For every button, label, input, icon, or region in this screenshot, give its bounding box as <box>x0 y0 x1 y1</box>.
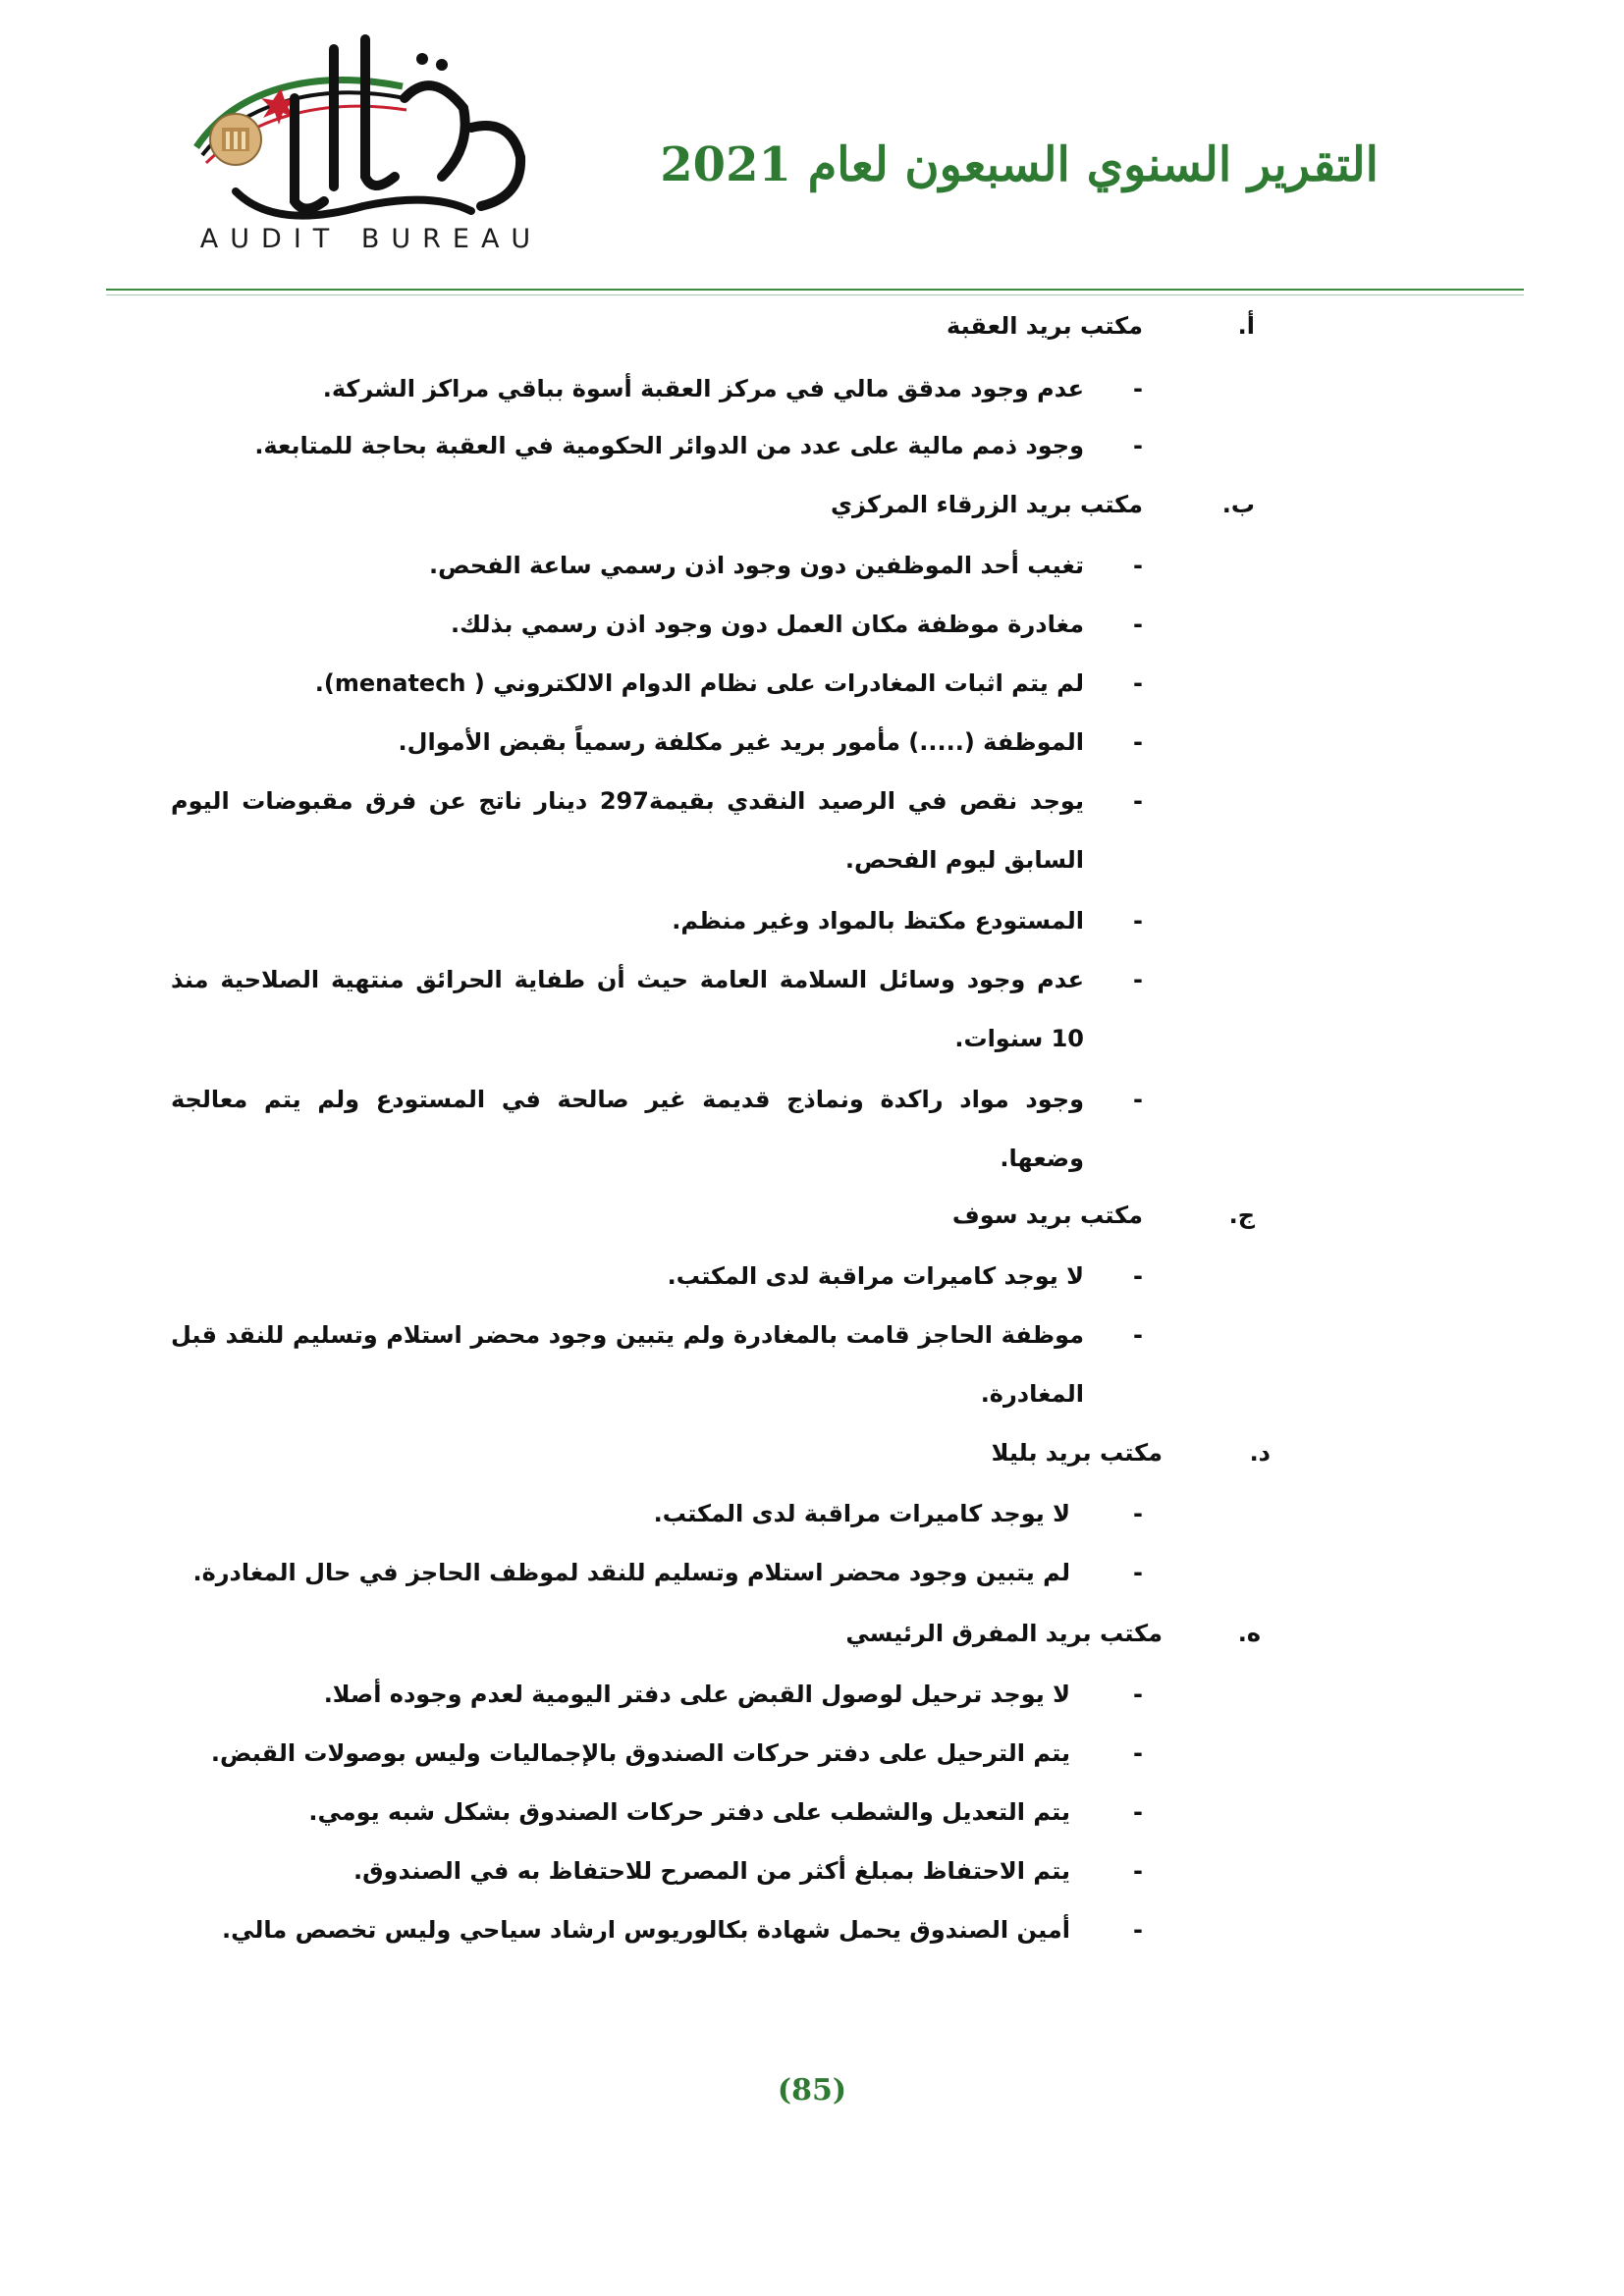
section-marker: ه. <box>1237 1620 1261 1647</box>
bullet-dash: - <box>1133 1086 1143 1113</box>
bullet-text: لا يوجد كاميرات مراقبة لدى المكتب. <box>653 1500 1070 1527</box>
bullet-text: عدم وجود مدقق مالي في مركز العقبة أسوة بباقي مراكز الشركة. <box>322 375 1084 402</box>
list-item <box>171 1543 1153 1602</box>
list-item <box>171 1070 1153 1188</box>
logo-english-text: AUDIT BUREAU <box>199 224 543 254</box>
bullet-text: يوجد نقص في الرصيد النقدي بقيمة297 دينار ناتج عن فرق مقبوضات اليوم السابق ليوم الفحص. <box>171 787 1084 874</box>
section-title: مكتب بريد سوف <box>951 1201 1143 1229</box>
list-item <box>171 595 1153 654</box>
bullet-text: يتم الاحتفاظ بمبلغ أكثر من المصرح للاحتفاظ به في الصندوق. <box>352 1857 1070 1885</box>
bullet-dash: - <box>1133 1262 1143 1290</box>
section-marker: أ. <box>1237 312 1255 340</box>
page-number: (85) <box>777 2073 847 2108</box>
list-item <box>171 772 1153 889</box>
section-title: مكتب بريد الزرقاء المركزي <box>830 491 1143 518</box>
bullet-dash: - <box>1133 375 1143 402</box>
bullet-text: موظفة الحاجز قامت بالمغادرة ولم يتبين وجود محضر استلام وتسليم للنقد قبل المغادرة. <box>171 1321 1084 1408</box>
section-marker: د. <box>1249 1439 1271 1467</box>
list-item <box>171 713 1153 772</box>
bullet-text: لم يتبين وجود محضر استلام وتسليم للنقد لموظف الحاجز في حال المغادرة. <box>192 1559 1070 1586</box>
section-title: مكتب بريد بليلا <box>991 1439 1163 1467</box>
bullet-text: أمين الصندوق يحمل شهادة بكالوريوس ارشاد سياحي وليس تخصص مالي. <box>222 1916 1070 1944</box>
bullet-dash: - <box>1133 1798 1143 1826</box>
bullet-dash: - <box>1133 787 1143 815</box>
bullet-text: لم يتم اثبات المغادرات على نظام الدوام الالكتروني ( menatech). <box>314 669 1084 697</box>
section-marker: ج. <box>1228 1201 1255 1229</box>
bullet-text: تغيب أحد الموظفين دون وجود اذن رسمي ساعة الفحص. <box>429 552 1084 579</box>
bullet-dash: - <box>1133 552 1143 579</box>
list-item <box>171 416 1153 475</box>
bullet-dash: - <box>1133 1500 1143 1527</box>
list-item <box>171 1900 1153 1959</box>
bullet-text: الموظفة (.....) مأمور بريد غير مكلفة رسمياً بقبض الأموال. <box>398 728 1084 756</box>
bullet-dash: - <box>1133 611 1143 638</box>
bullet-dash: - <box>1133 1739 1143 1767</box>
bullet-text: يتم الترحيل على دفتر حركات الصندوق بالإجماليات وليس بوصولات القبض. <box>210 1739 1070 1767</box>
list-item <box>171 1484 1153 1543</box>
list-item <box>171 1665 1153 1724</box>
bullet-text: عدم وجود وسائل السلامة العامة حيث أن طفاية الحرائق منتهية الصلاحية منذ 10 سنوات. <box>171 966 1084 1052</box>
bullet-dash: - <box>1133 966 1143 993</box>
bullet-text: لا يوجد كاميرات مراقبة لدى المكتب. <box>667 1262 1084 1290</box>
bullet-text: مغادرة موظفة مكان العمل دون وجود اذن رسمي بذلك. <box>451 611 1084 638</box>
list-item <box>171 1842 1153 1900</box>
list-item <box>171 1783 1153 1842</box>
bullet-dash: - <box>1133 1321 1143 1349</box>
bullet-dash: - <box>1133 1857 1143 1885</box>
section-marker: ب. <box>1221 491 1255 518</box>
bullet-text: يتم التعديل والشطب على دفتر حركات الصندوق بشكل شبه يومي. <box>308 1798 1070 1826</box>
list-item <box>171 1306 1153 1423</box>
bullet-text: وجود ذمم مالية على عدد من الدوائر الحكومية في العقبة بحاجة للمتابعة. <box>254 432 1084 459</box>
bullet-dash: - <box>1133 432 1143 459</box>
bullet-dash: - <box>1133 1681 1143 1708</box>
bullet-dash: - <box>1133 728 1143 756</box>
header-divider-thin <box>106 294 1524 295</box>
bullet-text: لا يوجد ترحيل لوصول القبض على دفتر اليومية لعدم وجوده أصلا. <box>323 1681 1070 1708</box>
section-title: مكتب بريد المفرق الرئيسي <box>845 1620 1163 1647</box>
header-divider <box>106 289 1524 291</box>
bullet-text: وجود مواد راكدة ونماذج قديمة غير صالحة في المستودع ولم يتم معالجة وضعها. <box>171 1086 1084 1172</box>
bullet-dash: - <box>1133 907 1143 934</box>
list-item <box>171 536 1153 595</box>
list-item <box>171 950 1153 1068</box>
bullet-text: المستودع مكتظ بالمواد وغير منظم. <box>672 907 1084 934</box>
list-item <box>171 891 1153 950</box>
bullet-dash: - <box>1133 1559 1143 1586</box>
bullet-dash: - <box>1133 1916 1143 1944</box>
list-item <box>171 654 1153 713</box>
list-item <box>171 359 1153 418</box>
list-item <box>171 1247 1153 1306</box>
bullet-dash: - <box>1133 669 1143 697</box>
report-title: التقرير السنوي السبعون لعام 2021 <box>660 137 1379 192</box>
section-title: مكتب بريد العقبة <box>947 312 1143 340</box>
list-item <box>171 1724 1153 1783</box>
